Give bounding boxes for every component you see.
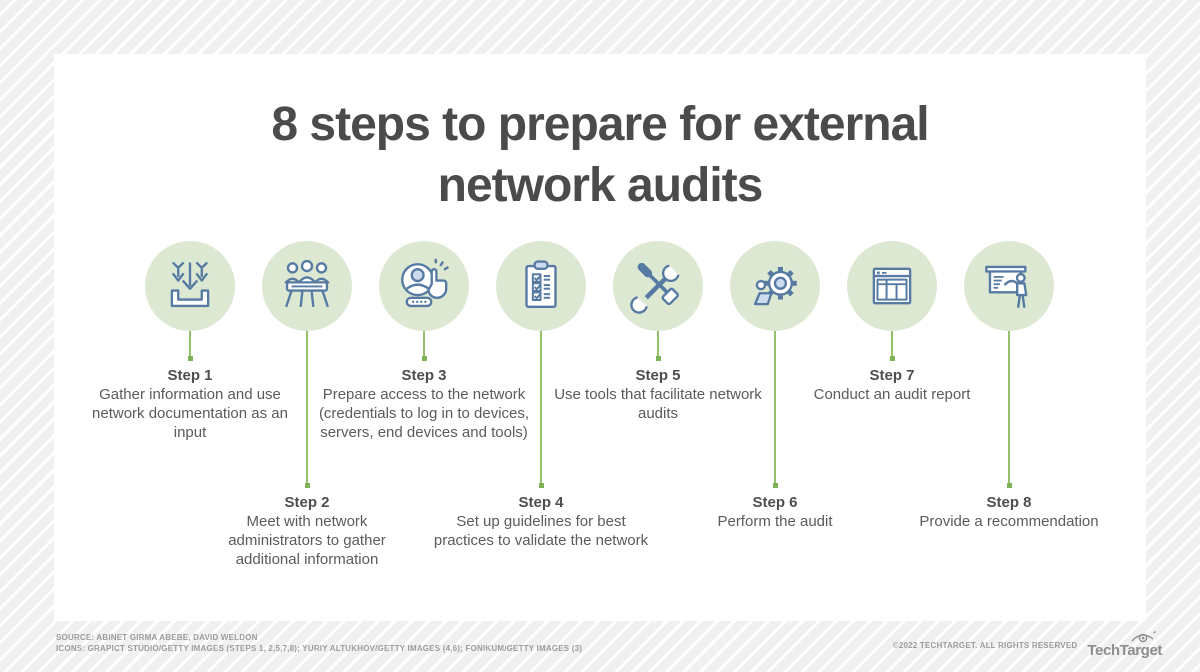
connector-line bbox=[657, 331, 659, 357]
step-label: Step 8 bbox=[986, 494, 1032, 511]
eye-icon bbox=[1130, 630, 1156, 643]
step-text-block bbox=[433, 493, 649, 550]
connector-line bbox=[891, 331, 893, 357]
step-text-block bbox=[199, 493, 415, 569]
infographic-card bbox=[54, 54, 1146, 621]
techtarget-logo-text: TechTarget bbox=[1087, 642, 1162, 659]
step-description: Set up guidelines for best practices to validate the network bbox=[433, 513, 649, 549]
step-description: Conduct an audit report bbox=[813, 386, 971, 403]
step-text-block bbox=[717, 493, 832, 531]
step-description: Gather information and use network documentation as an input bbox=[92, 386, 288, 441]
source-line-2: ICONS: GRAPICT STUDIO/GETTY IMAGES (STEPS 1, 2,5,7,8); YURIY ALTUKHOV/GETTY IMAGES (4,6); FONIKUM/GETTY IMAGES (3) bbox=[56, 644, 583, 653]
connector-line bbox=[774, 331, 776, 484]
step-label: Step 4 bbox=[518, 494, 564, 511]
connector-line bbox=[1008, 331, 1010, 484]
connector-line bbox=[540, 331, 542, 484]
step-description: Meet with network administrators to gather additional information bbox=[228, 513, 386, 568]
step-description: Prepare access to the network (credentials to log in to devices, servers, end devices and tools) bbox=[318, 386, 530, 441]
step-label: Step 5 bbox=[635, 367, 681, 384]
source-credits bbox=[56, 632, 582, 654]
copyright-text: ©2022 TECHTARGET. ALL RIGHTS RESERVED bbox=[892, 640, 1078, 650]
presentation-icon bbox=[980, 257, 1038, 315]
step-label: Step 7 bbox=[869, 367, 915, 384]
step-column bbox=[901, 241, 1117, 531]
steps-layer bbox=[54, 54, 1146, 621]
connector-line bbox=[306, 331, 308, 484]
step-label: Step 3 bbox=[401, 367, 447, 384]
source-line-1: SOURCE: ABINET GIRMA ABEBE, DAVID WELDON bbox=[56, 633, 258, 642]
step-description: Perform the audit bbox=[717, 513, 833, 530]
step-description: Use tools that facilitate network audits bbox=[554, 386, 762, 422]
step-label: Step 1 bbox=[167, 367, 213, 384]
page-title: 8 steps to prepare for external network audits bbox=[271, 98, 929, 212]
step-text-block bbox=[919, 493, 1098, 531]
footer-right bbox=[893, 630, 1162, 660]
connector-line bbox=[189, 331, 191, 357]
step-label: Step 2 bbox=[284, 494, 330, 511]
step-description: Provide a recommendation bbox=[919, 513, 1099, 530]
step-label: Step 6 bbox=[752, 494, 798, 511]
step-icon-circle bbox=[964, 241, 1054, 331]
connector-line bbox=[423, 331, 425, 357]
techtarget-logo bbox=[1087, 630, 1162, 660]
